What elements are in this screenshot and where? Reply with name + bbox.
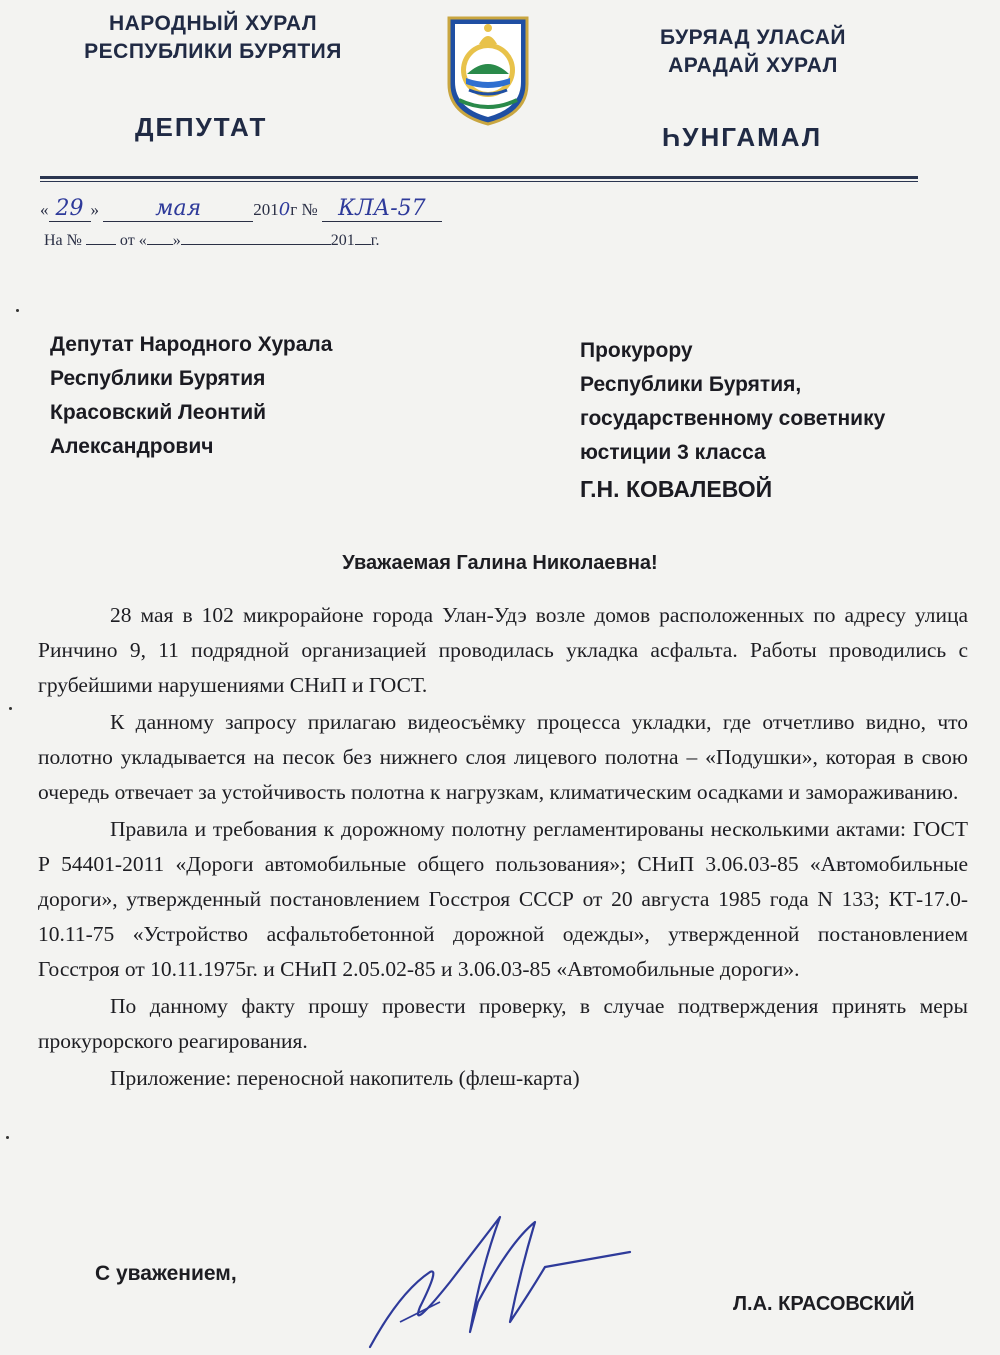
buryatia-emblem-icon [445,14,531,128]
outgoing-reference [40,196,442,222]
recipient-line: Прокурору [580,339,693,362]
recipient-name: Г.Н. КОВАЛЕВОЙ [580,476,773,502]
recipient-block [580,334,885,506]
org-name-bua-line1: БУРЯАД УЛАСАЙ [660,26,846,49]
reply-close: » [172,232,181,249]
date-close-quote: » [90,200,99,219]
role-title-bua: ҺУНГАМАЛ [662,122,823,152]
handwritten-signature-icon [360,1212,640,1352]
body-paragraph: 28 мая в 102 микрорайоне города Улан-Удэ возле домов расположенных по адресу улица Ринчино 9, 11 подрядной организацией проводилась укладка асфальта. Работы проводились с грубейшими нарушениями СНиП и ГОСТ. [38,603,968,697]
org-name-ru-line1: НАРОДНЫЙ ХУРАЛ [108,12,318,35]
sender-line: Депутат Народного Хурала [50,333,333,356]
date-day: 29 [49,196,91,222]
body-paragraph: По данному факту прошу провести проверку, в случае подтверждения принять меры прокурорского реагирования. [38,994,968,1053]
letter-body [38,598,968,1098]
date-month: мая [103,196,253,222]
reply-from: от « [119,232,147,249]
recipient-line: юстиции 3 класса [580,441,766,464]
date-open-quote: « [40,200,49,219]
date-year-digit: 0 [278,199,291,220]
body-paragraph: Правила и требования к дорожному полотну регламентированы несколькими актами: ГОСТ Р 54401-2011 «Дороги автомобильные общего пользования»; СНиП 3.06.03-85 «Автомобильные дороги», утвержденный постановлением Госстроя СССР от 20 августа 1985 года N 133; КТ-17.0-10.11-75 «Устройство асфальтобетонной дорожной одежды», утвержденной постановлением Госстроя от 10.11.1975г. и СНиП 2.05.02-85 и 3.06.03-85 «Автомобильные дороги». [38,817,968,981]
letterhead-left [48,10,378,66]
org-name-ru-line2: РЕСПУБЛИКИ БУРЯТИЯ [84,40,342,63]
signer-name: Л.А. КРАСОВСКИЙ [733,1293,915,1315]
sender-line: Александрович [50,435,214,458]
letterhead-right [628,24,878,80]
body-paragraph: К данному запросу прилагаю видеосъёмку процесса укладки, где отчетливо видно, что полотно укладывается на песок без нижнего слоя лицевого полотна – «Подушки», которая в свою очередь отвечает за устойчивость полотна к нагрузкам, климатическим осадками и замораживанию. [38,710,968,804]
org-name-bua-line2: АРАДАЙ ХУРАЛ [668,54,838,77]
sender-line: Красовский Леонтий [50,401,267,424]
reply-year-suffix: г. [370,232,380,249]
reference-number: КЛА-57 [322,196,442,222]
date-year-prefix: 201 [253,200,279,219]
recipient-line: государственному советнику [580,407,886,430]
closing-phrase: С уважением, [95,1262,237,1285]
incoming-reference [44,232,379,250]
recipient-line: Республики Бурятия, [580,373,802,396]
number-label: № [301,200,318,219]
reply-year: 201 [330,232,355,249]
header-rule-thin [40,181,918,182]
sender-block [50,328,332,464]
date-year-suffix: г [290,200,298,219]
reply-label: На № [44,232,82,249]
role-title-ru: ДЕПУТАТ [135,112,268,142]
sender-line: Республики Бурятия [50,367,266,390]
attachment-line: Приложение: переносной накопитель (флеш-карта) [110,1066,580,1090]
header-rule [40,176,918,179]
salutation: Уважаемая Галина Николаевна! [342,552,658,574]
